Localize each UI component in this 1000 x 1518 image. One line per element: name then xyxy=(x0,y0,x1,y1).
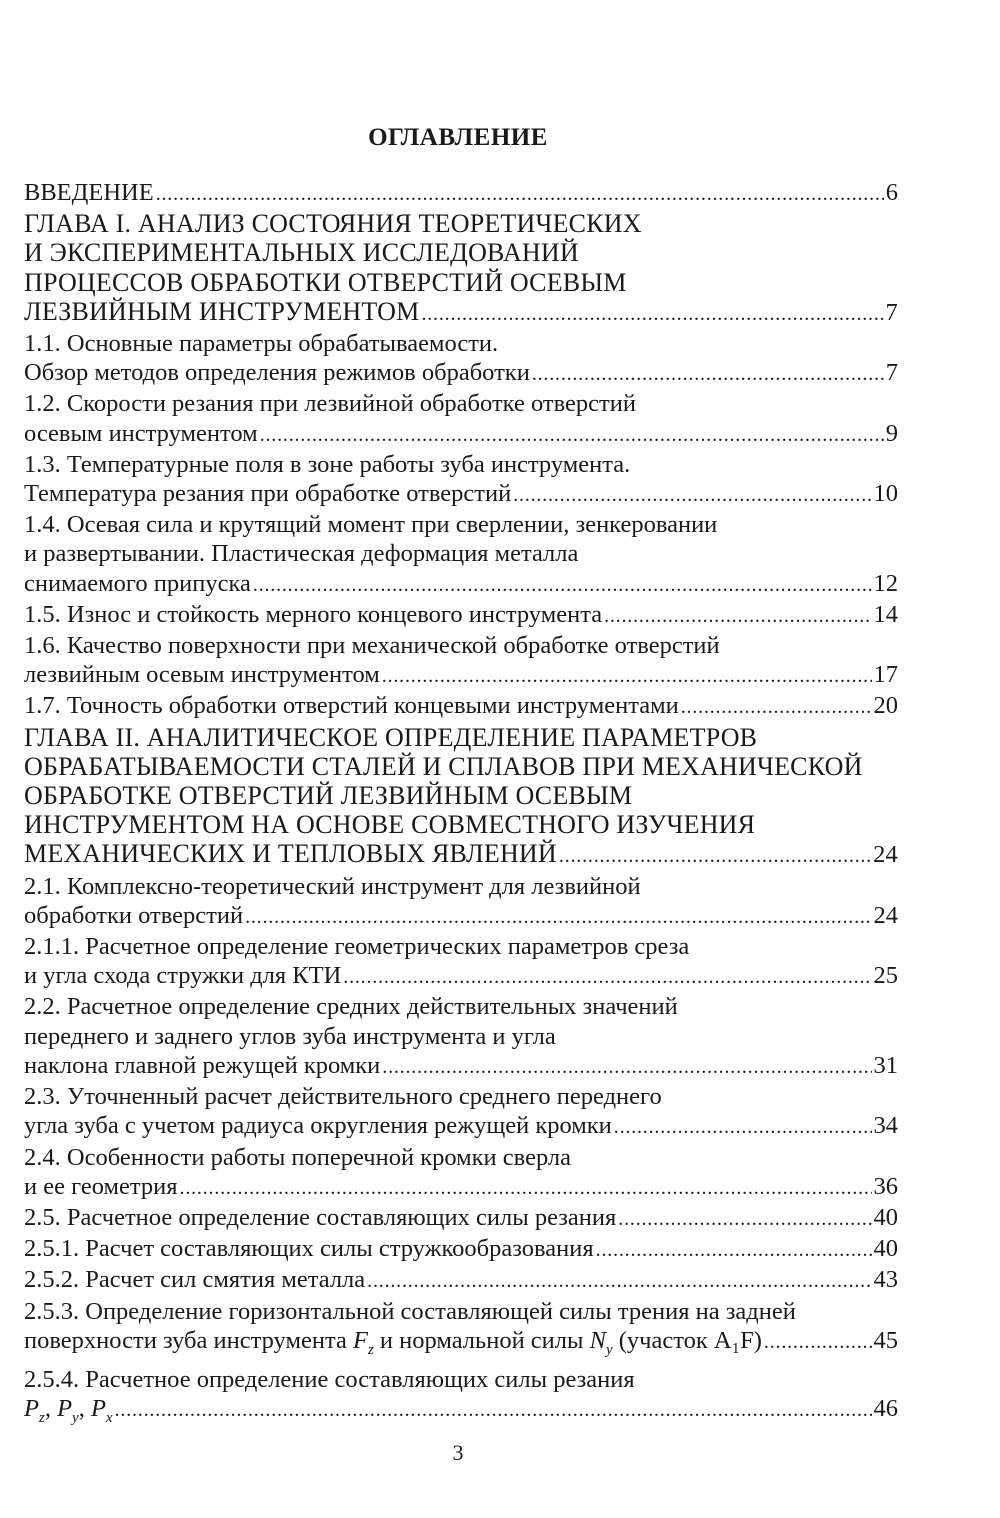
dot-leader xyxy=(156,180,884,209)
dot-leader xyxy=(596,1236,872,1265)
toc-page-number: 40 xyxy=(873,1203,898,1231)
dot-leader xyxy=(245,903,871,932)
toc-entry[interactable] xyxy=(24,992,898,1082)
toc-entry-line: 2.1.1. Расчетное определение геометрических параметров среза xyxy=(24,933,690,961)
dot-leader xyxy=(180,1174,872,1203)
toc-page-number: 34 xyxy=(873,1112,898,1140)
toc-entry-title: МЕХАНИЧЕСКИХ И ТЕПЛОВЫХ ЯВЛЕНИЙ xyxy=(24,839,557,869)
toc-entry-title: 1.7. Точность обработки отверстий концевыми инструментами xyxy=(24,692,679,720)
toc-entry[interactable] xyxy=(24,329,898,389)
toc-page-number: 12 xyxy=(873,569,898,597)
toc-entry-title: Обзор методов определения режимов обработки xyxy=(24,359,530,387)
toc-entry-title: и ее геометрия xyxy=(24,1172,178,1200)
toc-entry[interactable] xyxy=(24,450,898,510)
dot-leader xyxy=(604,602,871,631)
toc-page-number: 40 xyxy=(873,1235,898,1263)
toc-page-number: 6 xyxy=(885,179,898,206)
toc-entry[interactable] xyxy=(24,1265,898,1296)
toc-entry-line: 2.5.3. Определение горизонтальной составляющей силы трения на задней xyxy=(24,1297,796,1325)
toc-entry[interactable] xyxy=(24,1143,898,1203)
toc-entry-line: И ЭКСПЕРИМЕНТАЛЬНЫХ ИССЛЕДОВАНИЙ xyxy=(24,238,579,268)
dot-leader xyxy=(532,360,884,389)
dot-leader xyxy=(614,1113,872,1142)
toc-entry-title: Температура резания при обработке отверстий xyxy=(24,480,512,508)
dot-leader xyxy=(618,1205,871,1234)
toc-page-number: 46 xyxy=(873,1395,898,1423)
toc-page-number: 24 xyxy=(873,901,898,929)
toc-page-number: 36 xyxy=(873,1172,898,1200)
toc-entry-line: ОБРАБОТКЕ ОТВЕРСТИЙ ЛЕЗВИЙНЫМ ОСЕВЫМ xyxy=(24,781,633,811)
dot-leader xyxy=(681,693,872,722)
table-of-contents xyxy=(24,178,898,1433)
toc-entry-title: 2.5. Расчетное определение составляющих силы резания xyxy=(24,1203,617,1231)
toc-entry[interactable] xyxy=(24,178,898,209)
toc-entry-title: 2.5.1. Расчет составляющих силы стружкообразования xyxy=(24,1235,594,1263)
toc-entry-title: обработки отверстий xyxy=(24,901,244,929)
toc-page-number: 9 xyxy=(885,419,898,447)
toc-page-number: 7 xyxy=(885,298,898,326)
toc-entry-line: 2.4. Особенности работы поперечной кромки сверла xyxy=(24,1143,571,1171)
toc-entry-title: снимаемого припуска xyxy=(24,569,251,597)
toc-entry-line: 1.3. Температурные поля в зоне работы зуба инструмента. xyxy=(24,450,631,478)
dot-leader xyxy=(559,842,871,871)
toc-page-number: 7 xyxy=(885,359,898,387)
dot-leader xyxy=(367,1267,871,1296)
toc-entry-line: 1.6. Качество поверхности при механической обработке отверстий xyxy=(24,632,720,660)
toc-entry-title: угла зуба с учетом радиуса округления режущей кромки xyxy=(24,1112,612,1140)
toc-entry-line: 2.1. Комплексно-теоретический инструмент для лезвийной xyxy=(24,872,641,900)
toc-entry-line: 2.3. Уточненный расчет действительного среднего переднего xyxy=(24,1083,662,1111)
toc-entry[interactable] xyxy=(24,1203,898,1234)
page-title: ОГЛАВЛЕНИЕ xyxy=(368,124,548,151)
toc-page-number: 20 xyxy=(873,692,898,720)
toc-entry[interactable] xyxy=(24,1365,898,1433)
toc-entry-line: ГЛАВА I. АНАЛИЗ СОСТОЯНИЯ ТЕОРЕТИЧЕСКИХ xyxy=(24,209,642,239)
toc-entry-title: и угла схода стружки для КТИ xyxy=(24,962,342,990)
toc-entry[interactable] xyxy=(24,510,898,600)
toc-entry[interactable] xyxy=(24,1234,898,1265)
dot-leader xyxy=(382,1053,871,1082)
toc-page-number: 45 xyxy=(873,1326,898,1354)
toc-entry-line: 1.1. Основные параметры обрабатываемости. xyxy=(24,330,499,358)
toc-page-number: 17 xyxy=(873,661,898,689)
toc-entry-title: ВВЕДЕНИЕ xyxy=(24,179,154,206)
toc-entry-title: осевым инструментом xyxy=(24,419,258,447)
toc-entry-line: 1.4. Осевая сила и крутящий момент при сверлении, зенкеровании xyxy=(24,511,718,539)
toc-chapter-entry[interactable] xyxy=(24,723,898,872)
toc-entry-line: 1.2. Скорости резания при лезвийной обработке отверстий xyxy=(24,390,636,418)
toc-entry-title: наклона главной режущей кромки xyxy=(24,1051,381,1079)
dot-leader xyxy=(382,662,872,691)
toc-chapter-entry[interactable] xyxy=(24,209,898,329)
toc-entry-line: 2.2. Расчетное определение средних действительных значений xyxy=(24,993,678,1021)
toc-entry[interactable] xyxy=(24,691,898,722)
dot-leader xyxy=(343,963,871,992)
toc-entry-title: поверхности зуба инструмента $F_z$ и нормальной силы $N_y$ (участок A₁F) xyxy=(24,1326,762,1358)
toc-entry-line: ОБРАБАТЫВАЕМОСТИ СТАЛЕЙ И СПЛАВОВ ПРИ МЕХАНИЧЕСКОЙ xyxy=(24,751,863,781)
dot-leader xyxy=(115,1396,872,1425)
toc-page-number: 25 xyxy=(873,962,898,990)
toc-entry-line: 2.5.4. Расчетное определение составляющих силы резания xyxy=(24,1365,635,1393)
toc-entry[interactable] xyxy=(24,872,898,932)
toc-page-number: 43 xyxy=(873,1266,898,1294)
toc-entry[interactable] xyxy=(24,631,898,691)
toc-entry-title: 1.5. Износ и стойкость мерного концевого инструмента xyxy=(24,600,603,628)
toc-entry-title: ЛЕЗВИЙНЫМ ИНСТРУМЕНТОМ xyxy=(24,296,420,326)
dot-leader xyxy=(260,421,884,450)
toc-page-number: 10 xyxy=(873,480,898,508)
toc-entry[interactable] xyxy=(24,1297,898,1365)
dot-leader xyxy=(764,1328,872,1357)
toc-entry-line: ГЛАВА II. АНАЛИТИЧЕСКОЕ ОПРЕДЕЛЕНИЕ ПАРАМЕТРОВ xyxy=(24,722,758,752)
dot-leader xyxy=(253,571,872,600)
dot-leader xyxy=(421,300,883,329)
toc-entry-title: лезвийным осевым инструментом xyxy=(24,661,380,689)
toc-entry[interactable] xyxy=(24,600,898,631)
toc-entry-line: переднего и заднего углов зуба инструмента и угла xyxy=(24,1022,556,1050)
toc-entry-title: $P_z$, $P_y$, $P_x$ xyxy=(24,1395,113,1426)
toc-entry[interactable] xyxy=(24,389,898,449)
toc-entry[interactable] xyxy=(24,932,898,992)
toc-page-number: 14 xyxy=(873,600,898,628)
toc-entry-line: и развертывании. Пластическая деформация металла xyxy=(24,540,579,568)
dot-leader xyxy=(513,481,871,510)
page-number: 3 xyxy=(452,1440,464,1465)
toc-entry-title: 2.5.2. Расчет сил смятия металла xyxy=(24,1266,366,1294)
toc-entry[interactable] xyxy=(24,1082,898,1142)
toc-entry-line: ПРОЦЕССОВ ОБРАБОТКИ ОТВЕРСТИЙ ОСЕВЫМ xyxy=(24,267,627,297)
toc-entry-line: ИНСТРУМЕНТОМ НА ОСНОВЕ СОВМЕСТНОГО ИЗУЧЕНИЯ xyxy=(24,810,756,840)
toc-page-number: 24 xyxy=(873,841,898,869)
toc-page-number: 31 xyxy=(873,1051,898,1079)
